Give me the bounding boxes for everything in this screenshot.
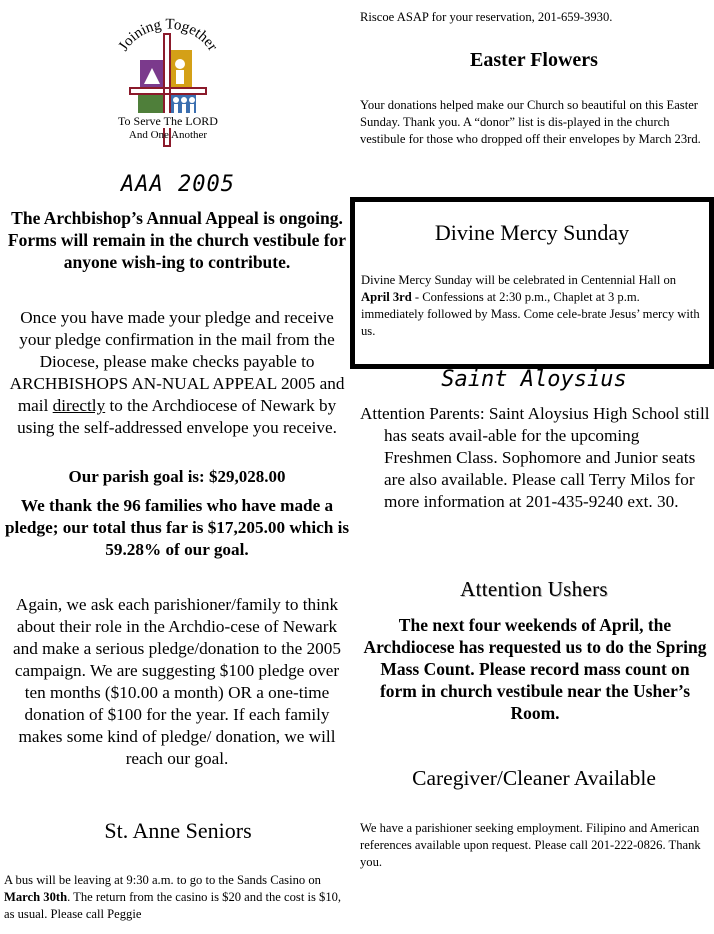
logo-motto-line1: To Serve The LORD (118, 114, 218, 128)
divine-mercy-body-date: April 3rd (361, 290, 412, 304)
ushers-body: The next four weekends of April, the Archdiocese has requested us to do the Spring Mass Count. Please record mass count on form in church vestibule near the Usher’s Room. (363, 615, 707, 723)
logo-arc-text: Joining Together (115, 16, 221, 54)
aaa-body-part1: Once you have made your pledge and receive your pledge confirmation in the mail from the Diocese, please make checks payable to ARCHBISHOPS AN-NUAL APPEAL 2005 and mail (9, 308, 345, 415)
riscoe-text: Riscoe ASAP for your reservation, 201-659-3930. (360, 10, 613, 24)
ushers-heading: Attention Ushers (460, 577, 608, 601)
aaa-heading: AAA 2005 (121, 172, 235, 197)
aaa-body-part2: to the Archdiocese of Newark by using the self-addressed envelope you receive. (17, 396, 337, 437)
seniors-body (4, 872, 344, 923)
logo-cross-icon (110, 12, 226, 150)
aaa-goal: Our parish goal is: $29,028.00 (68, 467, 286, 486)
seniors-heading: St. Anne Seniors (104, 818, 252, 843)
aaa-again: Again, we ask each parishioner/family to think about their role in the Archdio-cese of Newark and make a serious pledge/donation to the 2005 campaign. We are suggesting $100 pledge over ten months ($10.00 a month) OR a one-time donation of $100 for the year. If each family makes some kind of pledge/ donation, we will reach our goal. (13, 595, 341, 768)
divine-mercy-body-part2: - Confessions at 2:30 p.m., Chaplet at 3 p.m. immediately followed by Mass. Come cele-brate Jesus’ mercy with us. (361, 290, 700, 338)
joining-together-logo (110, 12, 226, 150)
aloysius-body: Attention Parents: Saint Aloysius High School still has seats avail-able for the upcoming Freshmen Class. Sophomore and Junior seats are also available. Please call Terry Milos for more information at 201-435-9240 ext. 30. (360, 404, 710, 511)
easter-heading: Easter Flowers (470, 49, 598, 71)
caregiver-heading: Caregiver/Cleaner Available (412, 766, 656, 790)
seniors-body-date: March 30th (4, 890, 68, 904)
easter-body: Your donations helped make our Church so beautiful on this Easter Sunday. Thank you. A “donor” list is dis-played in the church vestibule for those who dropped off their envelopes by March 23rd. (360, 98, 701, 146)
aaa-thanks: We thank the 96 families who have made a pledge; our total thus far is $17,205.00 which is 59.28% of our goal. (4, 496, 350, 559)
aaa-body-directly: directly (52, 396, 106, 415)
logo-motto-line2: And One Another (128, 129, 208, 141)
aloysius-heading: Saint Aloysius (441, 367, 627, 392)
aaa-body (4, 307, 350, 439)
divine-mercy-body-part1: Divine Mercy Sunday will be celebrated in Centennial Hall on (361, 273, 677, 287)
seniors-body-part2: . The return from the casino is $20 and the cost is $10, as usual. Please call Peggie (4, 890, 342, 921)
caregiver-body: We have a parishioner seeking employment. Filipino and American references available upon request. Please call 201-222-0826. Thank you. (360, 821, 701, 869)
divine-mercy-box (350, 197, 714, 369)
divine-mercy-heading: Divine Mercy Sunday (434, 220, 630, 245)
seniors-body-part1: A bus will be leaving at 9:30 a.m. to go to the Sands Casino on (4, 873, 321, 887)
aaa-intro: The Archbishop’s Annual Appeal is ongoing. Forms will remain in the church vestibule for anyone wish-ing to contribute. (7, 208, 347, 272)
divine-mercy-body (361, 272, 705, 340)
